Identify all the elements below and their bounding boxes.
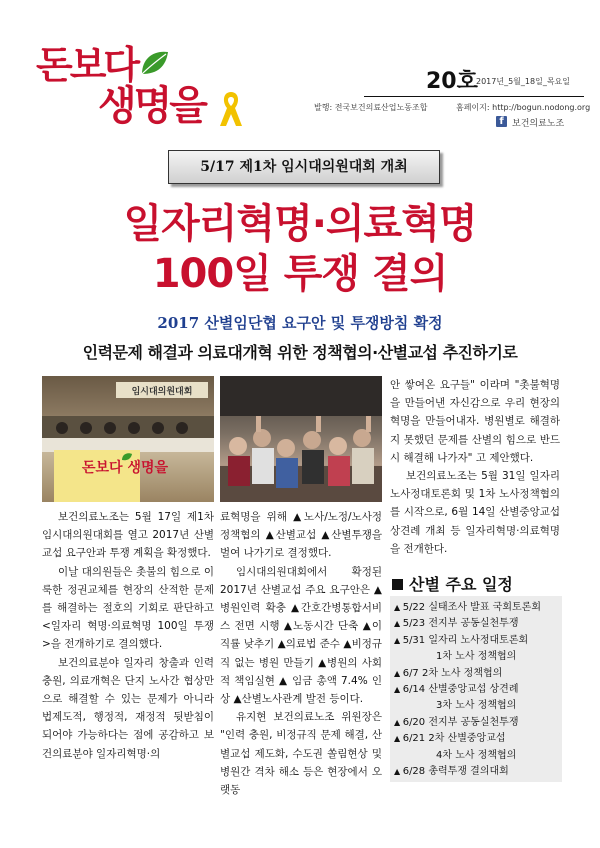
photo-meeting-stage xyxy=(42,376,214,502)
schedule-list xyxy=(390,596,562,782)
schedule-date: 6/20 xyxy=(402,716,426,728)
square-bullet-icon xyxy=(392,579,403,590)
triangle-bullet-icon: ▲ xyxy=(394,619,403,629)
paragraph: 유지현 보건의료노조 위원장은 "인력 충원, 비정규직 문제 해결, 산별교섭 제도화, 수도권 쏠림현상 및 병원간 격차 해소 등은 현장에서 오랫동 xyxy=(220,711,382,797)
facebook-name[interactable]: 보건의료노조 xyxy=(512,119,565,129)
triangle-bullet-icon: ▲ xyxy=(394,685,403,695)
schedule-text: 전지부 공동실천투쟁 xyxy=(428,716,519,728)
schedule-date: 5/23 xyxy=(402,618,426,630)
triangle-bullet-icon: ▲ xyxy=(394,717,403,727)
schedule-item-continued: 3차 노사 정책협의 xyxy=(436,700,517,712)
paragraph: 보건의료노조는 5월 17일 제1차 임시대의원대회를 열고 2017년 산별교섭 요구안과 투쟁 계획을 확정했다. xyxy=(42,511,214,560)
paragraph: 안 쌓여온 요구들" 이라며 "촛불혁명을 만들어낸 자신감으로 우리 현장의 혁명을 만들어내자. 병원별로 해결하지 못했던 문제를 산별의 힘으로 반드시 해결해 나가자" 고 제안했다. xyxy=(390,379,560,464)
paragraph: 임시대의원대회에서 확정된 2017년 산별교섭 주요 요구안은 ▲병원인력 확충 ▲간호간병통합서비스 전면 시행 ▲노동시간 단축 ▲이직률 낮추기 ▲의료법 준수 ▲비정규직 없는 병원 만들기 ▲병원의 사회적 책임실현 ▲ 임금 총액 7.4% 인상 ▲산별노사관계 발전 등이다. xyxy=(220,565,382,706)
paragraph: 료혁명을 위해 ▲노사/노정/노사정 정책협의 ▲산별교섭 ▲산별투쟁을 벌여 나가기로 결정했다. xyxy=(220,511,382,560)
issue-date: 2017년_5월_18일_목요일 xyxy=(476,77,570,86)
facebook-icon[interactable]: f xyxy=(496,116,507,127)
triangle-bullet-icon: ▲ xyxy=(394,734,403,744)
event-box: 5/17 제1차 임시대의원대회 개최 xyxy=(168,150,440,184)
schedule-item xyxy=(394,682,562,698)
headline-line2: 100일 투쟁 결의 xyxy=(152,251,448,297)
subheadline-2: 인력문제 해결과 의료대개혁 위한 정책협의·산별교섭 추진하기로 xyxy=(82,343,518,362)
publisher: 발행: 전국보건의료산업노동조합 xyxy=(314,103,428,112)
photo-banner-text: 임시대의원대회 xyxy=(131,387,193,397)
article-column-1 xyxy=(42,508,214,763)
paragraph: 보건의료분야 일자리 창출과 인력충원, 의료개혁은 단지 노사간 협상만으로 해결할 수 있는 문제가 아니라 법제도적, 행정적, 재정적 뒷받침이 되어야 가능하다는 점에 공감하고 보건의료분야 일자리혁명·의 xyxy=(42,656,214,760)
photo-sign-text: 돈보다 생명을 xyxy=(82,460,169,476)
schedule-item xyxy=(394,715,562,731)
photo-delegates-raising-fists xyxy=(220,376,382,502)
schedule-item-continued: 1차 노사 정책협의 xyxy=(436,651,517,663)
schedule-item xyxy=(394,600,562,616)
schedule-text: 산별중앙교섭 상견례 xyxy=(428,684,519,696)
schedule-text: 2차 노사 정책협의 xyxy=(421,667,503,679)
schedule-text: 일자리 노사정대토론회 xyxy=(428,634,529,646)
schedule-text: 총력투쟁 결의대회 xyxy=(428,766,509,778)
schedule-date: 5/22 xyxy=(402,602,426,613)
schedule-item xyxy=(394,731,562,747)
triangle-bullet-icon: ▲ xyxy=(394,635,403,645)
headline-line1: 일자리혁명·의료혁명 xyxy=(123,201,477,247)
subheadline-1: 2017 산별임단협 요구안 및 투쟁방침 확정 xyxy=(157,314,443,332)
schedule-date: 5/31 xyxy=(402,634,426,646)
triangle-bullet-icon: ▲ xyxy=(394,767,403,777)
masthead-rule xyxy=(364,96,584,97)
homepage-link[interactable]: 홈페이지: http://bogun.nodong.org xyxy=(456,103,591,112)
logo-line1: 돈보다 xyxy=(36,42,138,87)
triangle-bullet-icon: ▲ xyxy=(394,668,403,678)
schedule-item xyxy=(394,666,562,682)
schedule-date: 6/14 xyxy=(402,684,426,696)
schedule-title: 산별 주요 일정 xyxy=(392,572,513,595)
schedule-text: 실태조사 발표 국회토론회 xyxy=(428,602,541,613)
paragraph: 이날 대의원들은 촛불의 힘으로 이룩한 정권교체를 현장의 산적한 문제를 해결하는 절호의 기회로 판단하고 <일자리 혁명·의료혁명 100일 투쟁>을 전개하기로 결의했다. xyxy=(42,565,214,651)
schedule-text: 2차 산별중앙교섭 xyxy=(428,733,506,745)
schedule-date: 6/7 xyxy=(402,667,419,679)
yellow-ribbon-icon xyxy=(218,88,244,128)
schedule-date: 6/21 xyxy=(402,733,426,745)
triangle-bullet-icon: ▲ xyxy=(394,603,403,612)
schedule-item xyxy=(394,764,562,780)
paragraph: 보건의료노조는 5월 31일 일자리노사정대토론회 및 1차 노사정책협의를 시작으로, 6월 14일 산별중앙교섭 상견례 개최 등 일자리혁명·의료혁명을 전개한다. xyxy=(390,470,560,555)
schedule-date: 6/28 xyxy=(402,766,426,778)
issue-number: 20호 xyxy=(426,69,478,94)
schedule-item xyxy=(394,616,562,632)
logo-line2: 생명을 xyxy=(98,82,205,129)
schedule-text: 전지부 공동실천투쟁 xyxy=(428,618,519,630)
schedule-item xyxy=(394,633,562,649)
schedule-item-continued: 4차 노사 정책협의 xyxy=(436,749,517,761)
article-column-3 xyxy=(390,376,560,558)
article-column-2 xyxy=(220,508,382,799)
